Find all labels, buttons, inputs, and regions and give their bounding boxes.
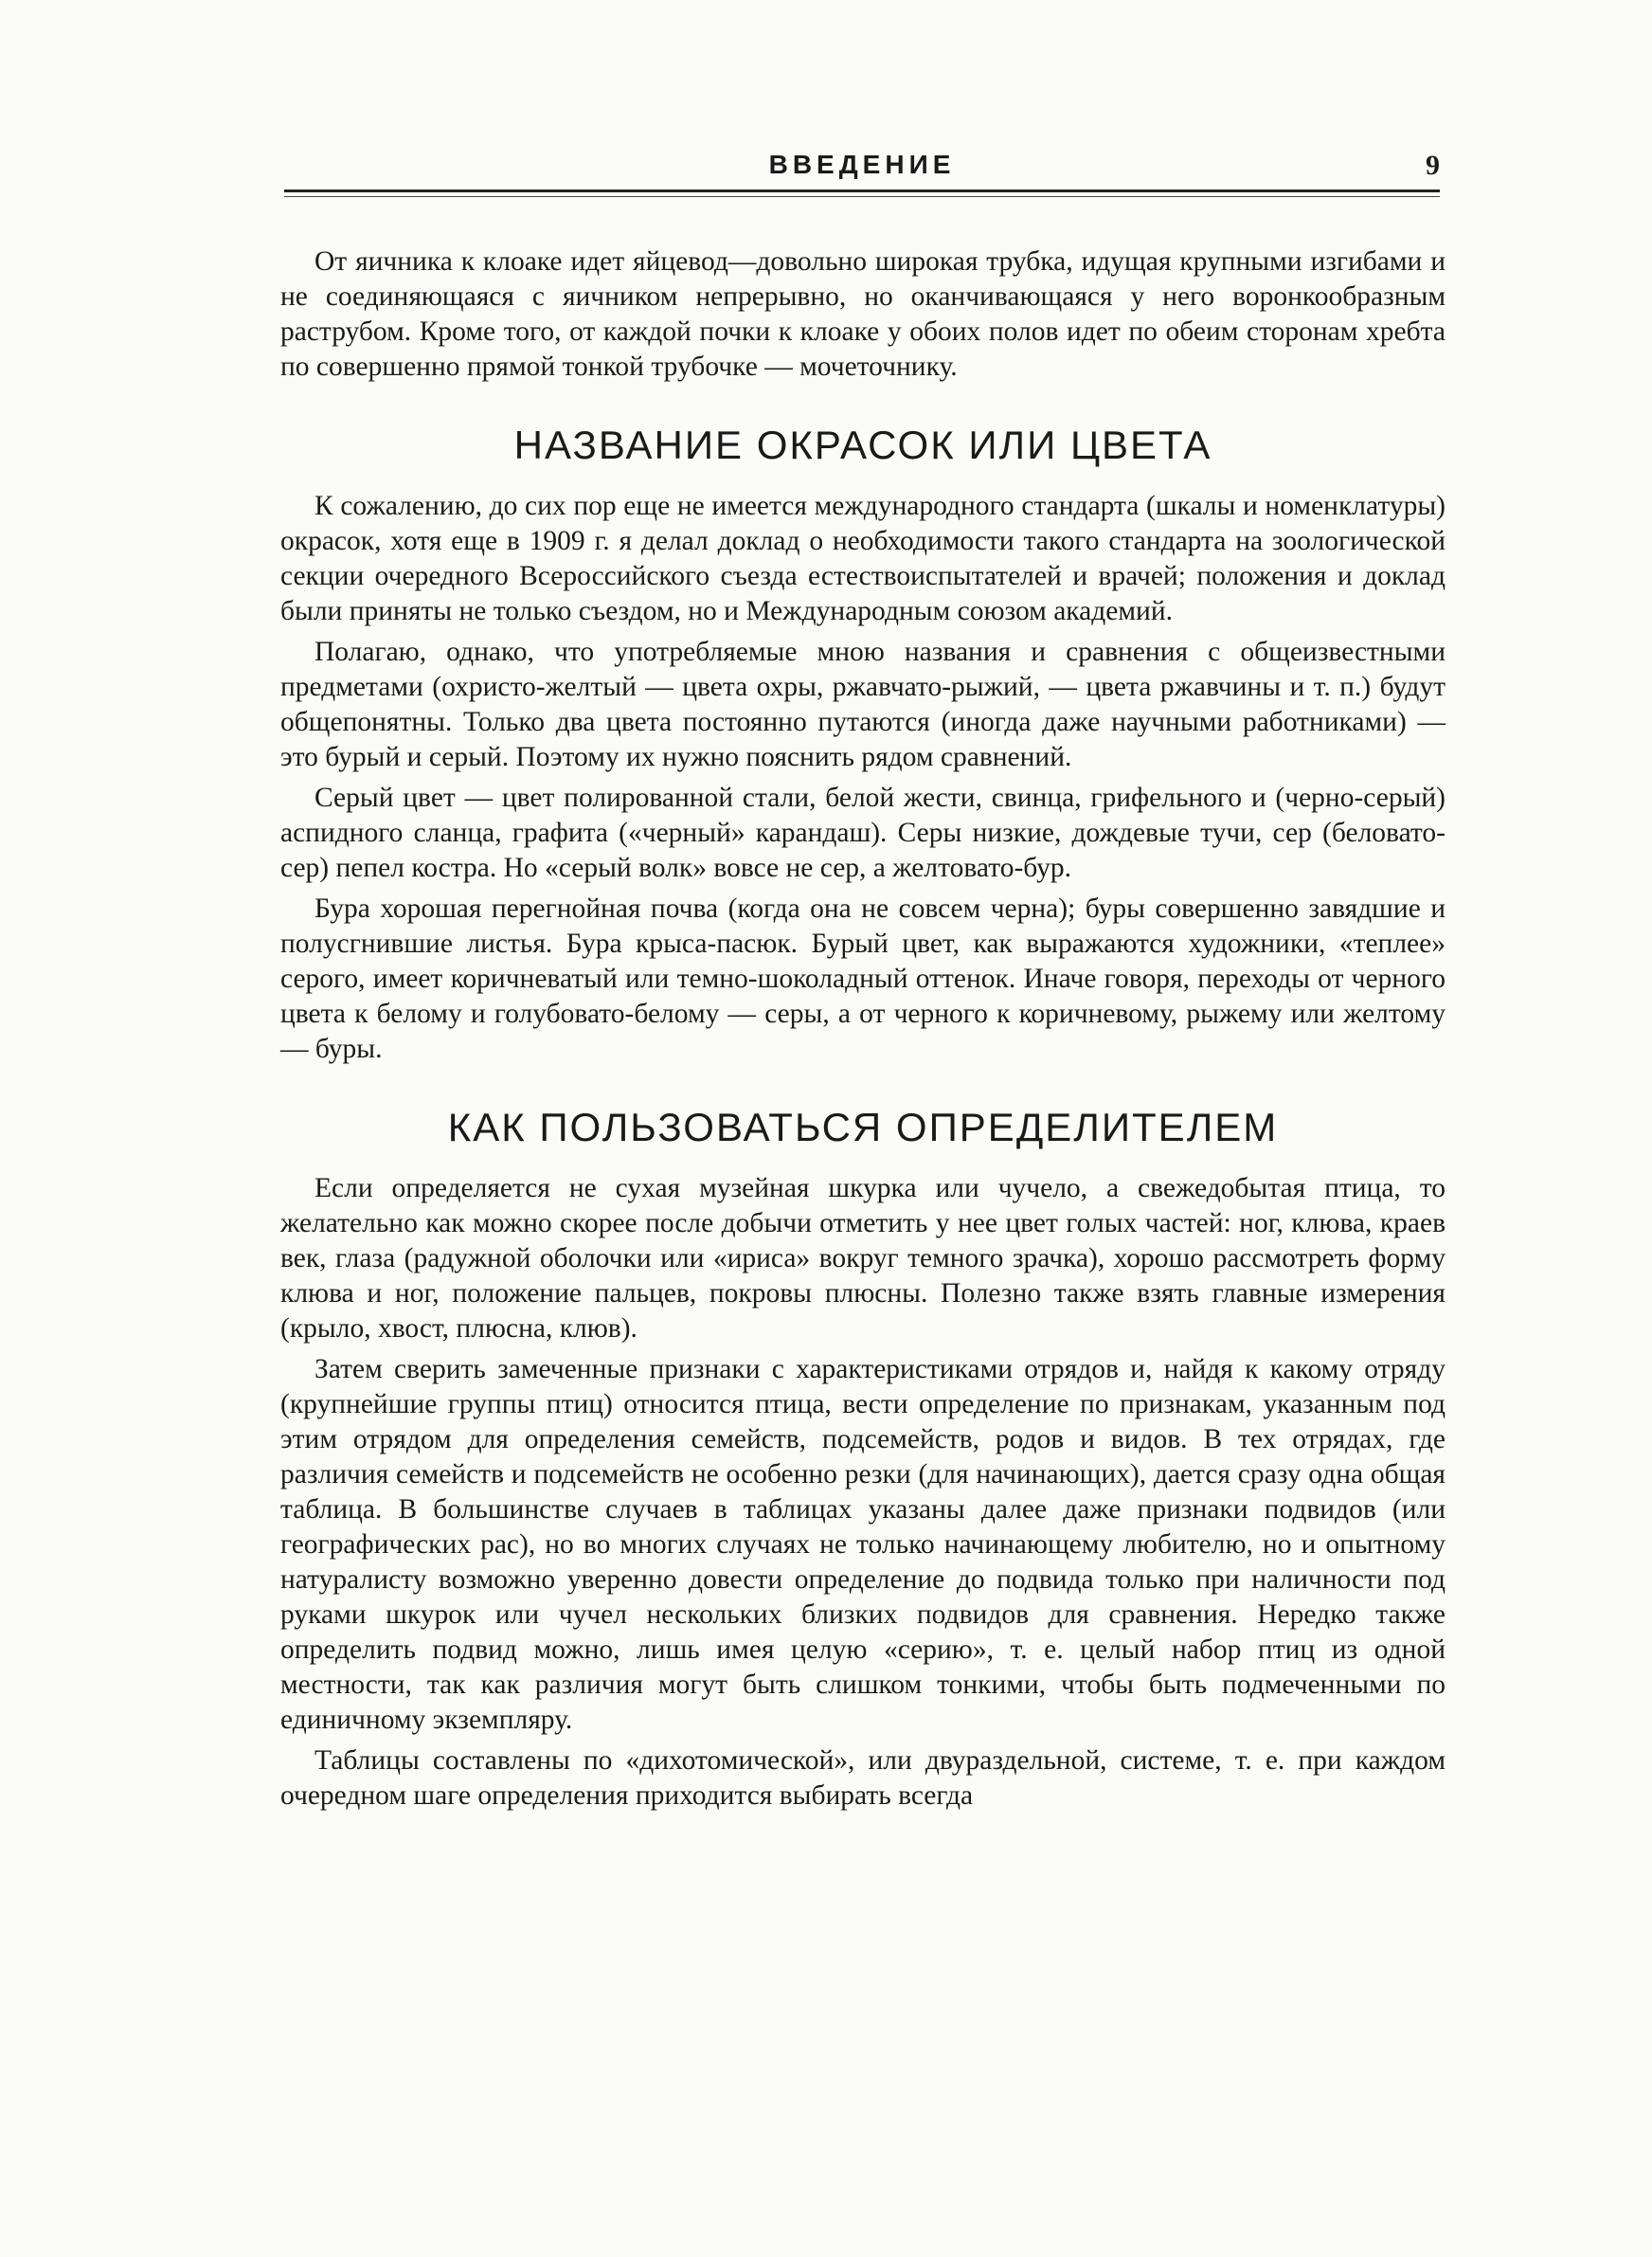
page-number: 9: [1426, 150, 1440, 181]
paragraph: Полагаю, однако, что употребляемые мною названия и сравнения с общеизвестными предметами (охристо-желтый — цвета охры, ржавчато-рыжий, — цвета ржавчины и т. п.) будут общепонятны. Только два цвета постоянно путаются (иногда даже научными работниками) — это бурый и серый. Поэтому их нужно пояснить рядом сравнений.: [280, 637, 1446, 772]
paragraph: К сожалению, до сих пор еще не имеется международного стандарта (шкалы и номенклатуры) окрасок, хотя еще в 1909 г. я делал доклад о необходимости такого стандарта на зоологической секции очередного Всероссийского съезда естествоиспытателей и врачей; положения и доклад были приняты не только съездом, но и Международным союзом академий.: [280, 491, 1446, 626]
running-head: [284, 150, 1440, 188]
paragraph: Бура хорошая перегнойная почва (когда она не совсем черна); буры совершенно завядшие и полусгнившие листья. Бура крыса-пасюк. Бурый цвет, как выражаются художники, «теплее» серого, имеет коричневатый или темно-шоколадный оттенок. Иначе говоря, переходы от черного цвета к белому и голубовато-белому — серы, а от черного к коричневому, рыжему или желтому — буры.: [280, 894, 1446, 1064]
paragraph: Затем сверить замеченные признаки с характеристиками отрядов и, найдя к какому отряду (крупнейшие группы птиц) относится птица, вести определение по признакам, указанным под этим отрядом для определения семейств, подсемейств, родов и видов. В тех отрядах, где различия семейств и подсемейств не особенно резки (для начинающих), дается сразу одна общая таблица. В большинстве случаев в таблицах указаны далее даже признаки подвидов (или географических рас), но во многих случаях не только начинающему любителю, но и опытному натуралисту возможно уверенно довести определение до подвида только при наличности под руками шкурок или чучел нескольких близких подвидов для сравнения. Нередко также определить подвид можно, лишь имея целую «серию», т. е. целый набор птиц из одной местности, так как различия могут быть слишком тонкими, чтобы быть подмеченными по единичному экземпляру.: [280, 1354, 1446, 1735]
paragraph: Таблицы составлены по «дихотомической», или двураздельной, системе, т. е. при каждом очередном шаге определения приходится выбирать всегда: [280, 1745, 1446, 1811]
section-heading-colors: НАЗВАНИЕ ОКРАСОК ИЛИ ЦВЕТА: [513, 423, 1212, 467]
header-rule: [284, 190, 1440, 192]
page-body: [280, 244, 1446, 1819]
paragraph: Серый цвет — цвет полированной стали, белой жести, свинца, грифельного и (черно-серый) аспидного сланца, графита («черный» карандаш). Серы низкие, дождевые тучи, сер (беловато-сер) пепел костра. Но «серый волк» вовсе не сер, а желтовато-бур.: [280, 783, 1446, 883]
section-heading-usage: КАК ПОЛЬЗОВАТЬСЯ ОПРЕДЕЛИТЕЛЕМ: [447, 1105, 1279, 1149]
paragraph: Если определяется не сухая музейная шкурка или чучело, а свежедобытая птица, то желательно как можно скорее после добычи отметить у нее цвет голых частей: ног, клюва, краев век, глаза (радужной оболочки или «ириса» вокруг темного зрачка), хорошо рассмотреть форму клюва и ног, положение пальцев, покровы плюсны. Полезно также взять главные измерения (крыло, хвост, плюсна, клюв).: [280, 1173, 1446, 1344]
intro-paragraph: От яичника к клоаке идет яйцевод—довольно широкая трубка, идущая крупными изгибами и не соединяющаяся с яичником непрерывно, но оканчивающаяся у него воронкообразным раструбом. Кроме того, от каждой почки к клоаке у обоих полов идет по обеим сторонам хребта по совершенно прямой тонкой трубочке — мочеточнику.: [280, 246, 1446, 382]
header-rule-thin: [284, 196, 1440, 197]
running-title: ВВЕДЕНИЕ: [768, 150, 956, 179]
